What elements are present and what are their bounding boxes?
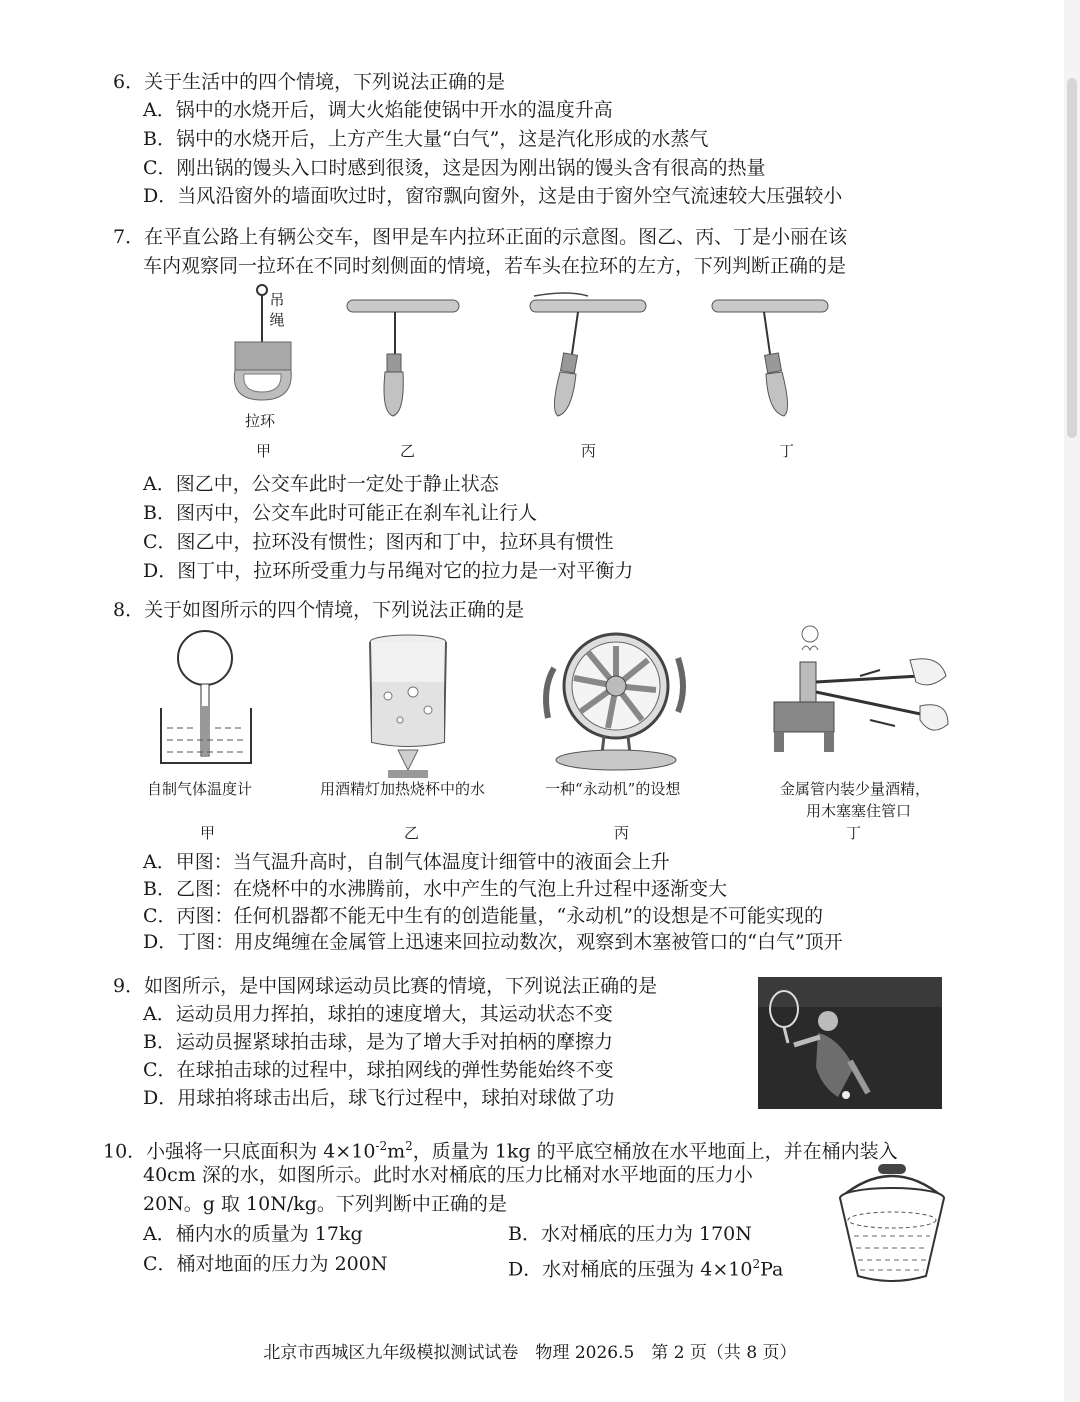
q10-line1-text: 10．小强将一只底面积为 4×10 xyxy=(103,1140,376,1163)
q7-label-ding: 丁 xyxy=(779,442,795,460)
q10-figure-bucket xyxy=(832,1158,952,1286)
q7-option-a: A．图乙中，公交车此时一定处于静止状态 xyxy=(143,473,499,495)
q7-option-b: B．图丙中，公交车此时可能正在刹车礼让行人 xyxy=(143,502,537,524)
q8-label-jia: 甲 xyxy=(200,824,216,842)
q9-option-b: B．运动员握紧球拍击球，是为了增大手对拍柄的摩擦力 xyxy=(143,1031,613,1053)
q10-option-c: C．桶对地面的压力为 200N xyxy=(143,1253,388,1275)
scrollbar[interactable] xyxy=(1064,0,1080,1402)
q8-caption-jia: 自制气体温度计 xyxy=(147,780,253,798)
rope-label: 吊绳 xyxy=(269,291,285,329)
q8-option-a: A．甲图：当气温升高时，自制气体温度计细管中的液面会上升 xyxy=(143,851,670,873)
q7-figure-bing xyxy=(528,292,653,427)
q6-option-c: C．刚出锅的馒头入口时感到很烫，这是因为刚出锅的馒头含有很高的热量 xyxy=(143,157,766,179)
q6-option-d: D．当风沿窗外的墙面吹过时，窗帘飘向窗外，这是由于窗外空气流速较大压强较小 xyxy=(143,185,843,207)
q10-line2: 40cm 深的水，如图所示。此时水对桶底的压力比桶对水平地面的压力小 xyxy=(143,1164,753,1186)
q10-line1 xyxy=(103,1134,898,1163)
q10-option-d-text: D．水对桶底的压强为 4×10 xyxy=(508,1258,753,1281)
q7-figure-ding xyxy=(710,292,835,427)
q10-line3: 20N。g 取 10N/kg。下列判断中正确的是 xyxy=(143,1193,507,1215)
q6-option-b: B．锅中的水烧开后，上方产生大量“白气”，这是汽化形成的水蒸气 xyxy=(143,128,709,150)
q8-label-ding: 丁 xyxy=(846,824,862,842)
q10-option-d-exponent: 2 xyxy=(752,1257,761,1271)
q8-figure-beaker xyxy=(358,632,468,780)
q9-stem: 9．如图所示，是中国网球运动员比赛的情境，下列说法正确的是 xyxy=(113,975,658,997)
q6-option-a: A．锅中的水烧开后，调大火焰能使锅中开水的温度升高 xyxy=(143,99,613,121)
q6-stem: 6．关于生活中的四个情境，下列说法正确的是 xyxy=(113,71,506,93)
q10-option-b: B．水对桶底的压力为 170N xyxy=(508,1223,752,1245)
q7-label-jia: 甲 xyxy=(256,442,272,460)
q10-exponent: -2 xyxy=(375,1139,388,1153)
q8-label-bing: 丙 xyxy=(614,824,630,842)
q10-option-a: A．桶内水的质量为 17kg xyxy=(143,1223,363,1245)
q7-stem-line1: 7．在平直公路上有辆公交车，图甲是车内拉环正面的示意图。图乙、丙、丁是小丽在该 xyxy=(113,226,848,248)
q7-figure-yi xyxy=(345,292,465,427)
q8-option-d: D．丁图：用皮绳缠在金属管上迅速来回拉动数次，观察到木塞被管口的“白气”顶开 xyxy=(143,931,843,953)
q9-option-c: C．在球拍击球的过程中，球拍网线的弹性势能始终不变 xyxy=(143,1059,614,1081)
q7-label-yi: 乙 xyxy=(400,442,416,460)
q8-caption-bing: 一种“永动机”的设想 xyxy=(545,780,681,798)
q9-option-a: A．运动员用力挥拍，球拍的速度增大，其运动状态不变 xyxy=(143,1003,613,1025)
q8-caption-yi: 用酒精灯加热烧杯中的水 xyxy=(320,780,486,798)
ring-label: 拉环 xyxy=(245,412,276,430)
q7-option-c: C．图乙中，拉环没有惯性；图丙和丁中，拉环具有惯性 xyxy=(143,531,614,553)
q8-caption-ding-line2: 用木塞塞住管口 xyxy=(806,802,912,820)
q7-figure-jia-handle xyxy=(220,282,310,412)
q9-option-d: D．用球拍将球击出后，球飞行过程中，球拍对球做了功 xyxy=(143,1087,615,1109)
q8-stem: 8．关于如图所示的四个情境，下列说法正确的是 xyxy=(113,599,525,621)
q7-option-d: D．图丁中，拉环所受重力与吊绳对它的拉力是一对平衡力 xyxy=(143,560,634,582)
q10-unit: m xyxy=(387,1140,406,1163)
q8-label-yi: 乙 xyxy=(404,824,420,842)
q8-figure-thermometer xyxy=(155,628,265,773)
q10-option-d xyxy=(508,1252,783,1281)
q7-stem-line2: 车内观察同一拉环在不同时刻侧面的情境，若车头在拉环的左方，下列判断正确的是 xyxy=(143,255,847,277)
q7-label-bing: 丙 xyxy=(581,442,597,460)
page-footer: 北京市西城区九年级模拟测试试卷 物理 2026.5 第 2 页（共 8 页） xyxy=(263,1343,797,1363)
q10-option-d-unit: Pa xyxy=(760,1258,784,1281)
q8-option-c: C．丙图：任何机器都不能无中生有的创造能量，“永动机”的设想是不可能实现的 xyxy=(143,905,823,927)
q10-unit-exponent: 2 xyxy=(405,1139,413,1153)
q8-caption-ding-line1: 金属管内装少量酒精， xyxy=(780,780,931,798)
scrollbar-thumb[interactable] xyxy=(1067,78,1077,438)
q8-figure-metal-tube xyxy=(770,620,950,752)
q8-figure-perpetual-motion-wheel xyxy=(538,628,688,776)
q8-option-b: B．乙图：在烧杯中的水沸腾前，水中产生的气泡上升过程中逐渐变大 xyxy=(143,878,727,900)
tennis-player-photo xyxy=(758,977,942,1109)
q10-line1-rest: ，质量为 1kg 的平底空桶放在水平地面上，并在桶内装入 xyxy=(412,1140,898,1163)
